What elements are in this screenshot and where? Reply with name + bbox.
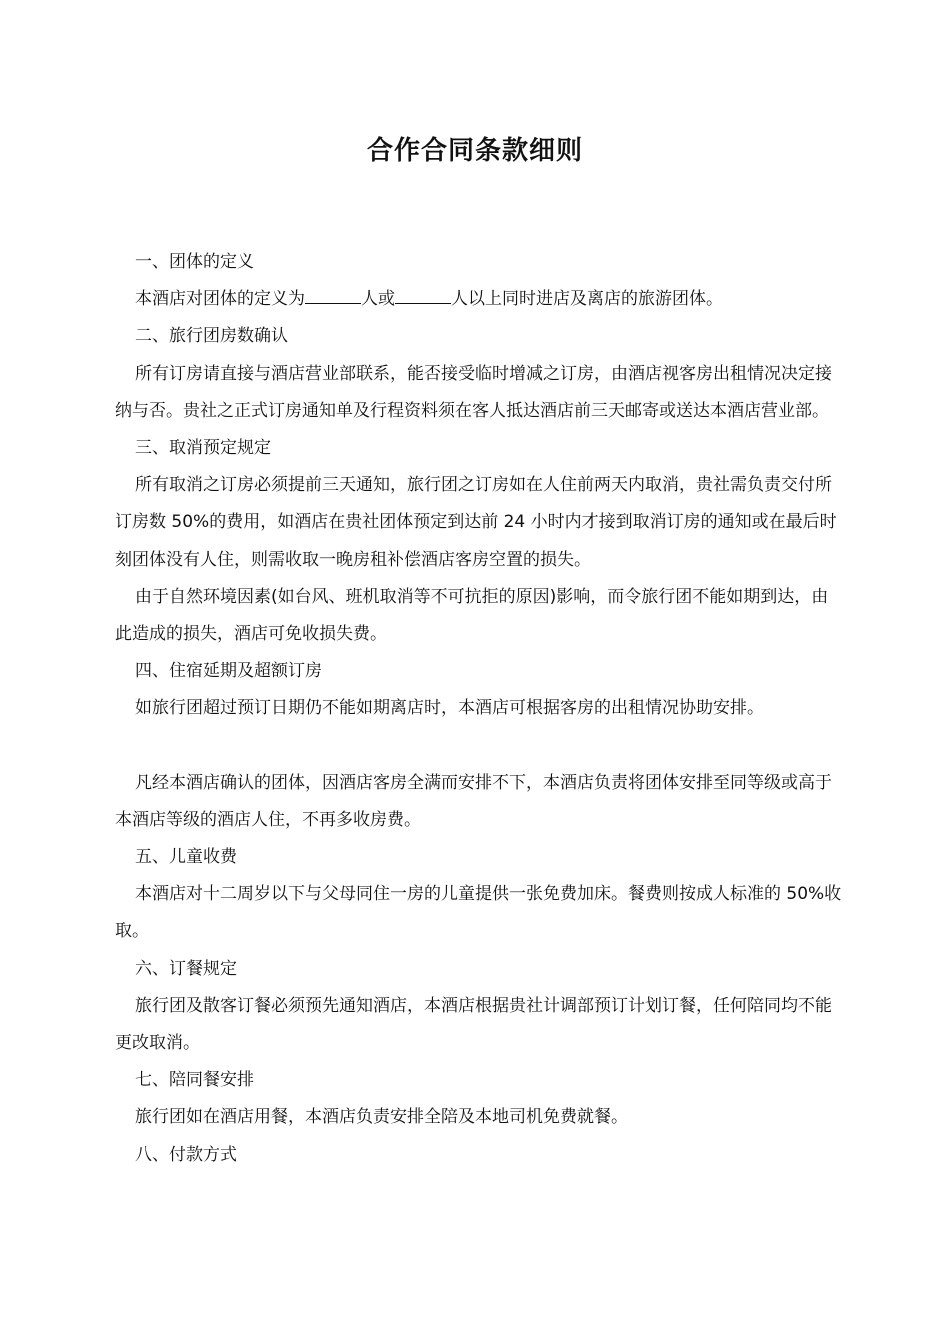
blank-line (395, 289, 451, 304)
section-1-heading: 一、团体的定义 (135, 252, 254, 272)
section-1-text-b: 人或 (361, 289, 395, 310)
section-8-heading: 八、付款方式 (135, 1144, 237, 1165)
section-1-text-a: 本酒店对团体的定义为 (135, 289, 305, 310)
section-3-paragraph-1: 所有取消之订房必须提前三天通知，旅行团之订房如在人住前两天内取消，贵社需负责交付所订房数 50%的费用，如酒店在贵社团体预定到达前 24 小时内才接到取消订房的通知或在最后时刻团体没有人住，则需收取一晚房租补偿酒店客房空置的损失。 (115, 475, 837, 570)
section-1-paragraph (115, 281, 845, 318)
section-4-heading: 四、住宿延期及超额订房 (135, 661, 322, 682)
paragraph-gap (115, 728, 845, 765)
section-3-paragraph-2: 由于自然环境因素(如台风、班机取消等不可抗拒的原因)影响，而令旅行团不能如期到达，由此造成的损失，酒店可免收损失费。 (115, 586, 829, 645)
section-6-paragraph: 旅行团及散客订餐必须预先通知酒店，本酒店根据贵社计调部预订计划订餐，任何陪同均不能更改取消。 (115, 995, 832, 1054)
section-7-paragraph: 旅行团如在酒店用餐，本酒店负责安排全陪及本地司机免费就餐。 (135, 1107, 628, 1128)
section-4-paragraph-1: 如旅行团超过预订日期仍不能如期离店时，本酒店可根据客房的出租情况协助安排。 (135, 698, 764, 719)
document-title: 合作合同条款细则 (366, 136, 583, 166)
section-2-heading: 二、旅行团房数确认 (135, 326, 288, 347)
section-5-heading: 五、儿童收费 (135, 847, 237, 868)
section-6-heading: 六、订餐规定 (135, 958, 237, 979)
section-7-heading: 七、陪同餐安排 (135, 1070, 254, 1091)
document-body (115, 244, 845, 1174)
blank-line (305, 289, 361, 304)
section-4-paragraph-2: 凡经本酒店确认的团体，因酒店客房全满而安排不下，本酒店负责将团体安排至同等级或高于本酒店等级的酒店人住，不再多收房费。 (115, 772, 832, 830)
section-1-text-c: 人以上同时进店及离店的旅游团体。 (451, 289, 723, 310)
section-3-heading: 三、取消预定规定 (135, 438, 271, 459)
section-5-paragraph: 本酒店对十二周岁以下与父母同住一房的儿童提供一张免费加床。餐费则按成人标准的 50%收取。 (115, 884, 842, 942)
section-2-paragraph: 所有订房请直接与酒店营业部联系，能否接受临时增减之订房，由酒店视客房出租情况决定接纳与否。贵社之正式订房通知单及行程资料须在客人抵达酒店前三天邮寄或送达本酒店营业部。 (115, 363, 832, 421)
